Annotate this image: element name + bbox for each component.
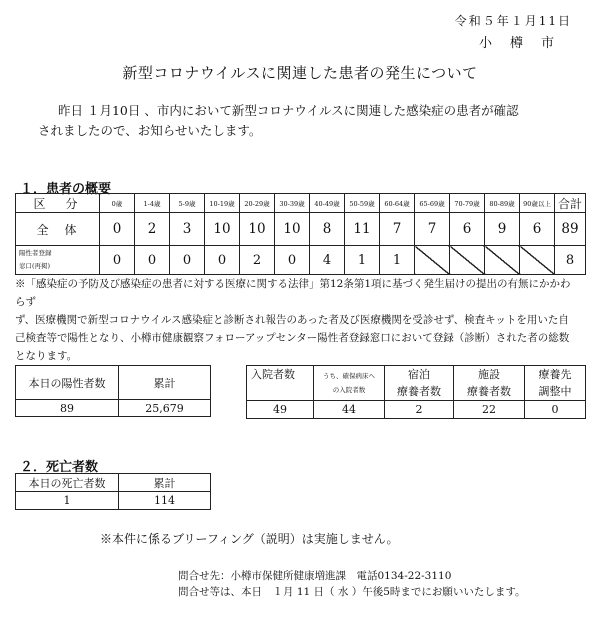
hospitalized-value: 49 <box>247 401 314 419</box>
facility-care-label-line-1: 施設 <box>478 368 500 381</box>
footnote <box>15 275 580 365</box>
table-cell: 2 <box>240 246 275 275</box>
age-80-89: 80-89歳 <box>485 194 520 213</box>
adjusting-label-line-1: 療養先 <box>538 368 572 381</box>
facility-care-value: 22 <box>454 401 525 419</box>
row-label-registration-window <box>16 246 100 275</box>
cumulative-deaths-label: 累計 <box>119 474 211 492</box>
hotel-care-label-line-2: 療養者数 <box>397 385 441 398</box>
row-label-all: 全 体 <box>16 213 100 246</box>
table-cell-total: 8 <box>555 246 586 275</box>
intro-line-1: 昨日 １月10日 、市内において新型コロナウイルスに関連した感染症の患者が確認 <box>58 103 519 118</box>
age-60-64: 60-64歳 <box>380 194 415 213</box>
secured-bed-value: 44 <box>314 401 385 419</box>
table-row <box>16 213 586 246</box>
contact-line-1: 問合せ先：小樽市保健所健康増進課 電話0134-22-3110 <box>178 570 452 582</box>
diagonal-empty-cell <box>485 246 520 275</box>
intro-line-2: されましたので、お知らせいたします。 <box>38 123 262 138</box>
document-title: 新型コロナウイルスに関連した患者の発生について <box>122 64 478 82</box>
age-20-29: 20-29歳 <box>240 194 275 213</box>
row-label-line-2: 窓口(再掲) <box>19 262 51 270</box>
contact-line-2: 問合せ等は、本日 １月 11 日（ 水 ）午後5時までにお願いいたします。 <box>178 586 526 598</box>
header-category: 区 分 <box>16 194 100 213</box>
diagonal-empty-cell <box>450 246 485 275</box>
section-heading-patients: １．患者の概要 <box>20 182 112 197</box>
today-positives-value: 89 <box>16 400 119 417</box>
briefing-note: ※本件に係るブリーフィング（説明）は実施しません。 <box>100 532 399 546</box>
table-cell: 0 <box>170 246 205 275</box>
age-10-19: 10-19歳 <box>205 194 240 213</box>
footnote-line-2: ず、医療機関で新型コロナウイルス感染症と診断され報告のあった者及び医療機関を受診せず、検査キットを用いた自 <box>15 314 569 326</box>
header-total: 合計 <box>555 194 586 213</box>
table-cell: 0 <box>100 213 135 246</box>
secured-bed-label-line-2: の入院者数 <box>332 386 366 394</box>
positives-table <box>15 365 211 417</box>
today-positives-label: 本日の陽性者数 <box>16 366 119 400</box>
table-cell: 8 <box>310 213 345 246</box>
age-30-39: 30-39歳 <box>275 194 310 213</box>
table-cell: 0 <box>205 246 240 275</box>
table-cell: 6 <box>520 213 555 246</box>
table-cell: 6 <box>450 213 485 246</box>
contact-info <box>178 568 526 600</box>
age-65-69: 65-69歳 <box>415 194 450 213</box>
table-cell: 10 <box>275 213 310 246</box>
hotel-care-label-line-1: 宿泊 <box>408 368 430 381</box>
hospitalized-label: 入院者数 <box>247 366 314 401</box>
secured-bed-label-line-1: うち、確保病床へ <box>323 372 375 380</box>
table-cell: 1 <box>345 246 380 275</box>
cumulative-deaths-value: 114 <box>119 492 211 510</box>
age-50-59: 50-59歳 <box>345 194 380 213</box>
hotel-care-label <box>385 366 454 401</box>
table-cell: 11 <box>345 213 380 246</box>
footnote-line-1: ※「感染症の予防及び感染症の患者に対する医療に関する法律」第12条第1項に基づく発生届けの提出の有無にかかわらず <box>15 278 571 308</box>
intro-paragraph <box>30 101 578 141</box>
facility-care-label-line-2: 療養者数 <box>467 385 511 398</box>
table-cell: 7 <box>380 213 415 246</box>
today-deaths-label: 本日の死亡者数 <box>16 474 119 492</box>
patient-age-table <box>15 193 586 275</box>
care-status-table <box>246 365 586 419</box>
age-0: 0歳 <box>100 194 135 213</box>
age-70-79: 70-79歳 <box>450 194 485 213</box>
today-deaths-value: 1 <box>16 492 119 510</box>
age-1-4: 1-4歳 <box>135 194 170 213</box>
table-cell: 3 <box>170 213 205 246</box>
cumulative-positives-label: 累計 <box>119 366 211 400</box>
row-label-line-1: 陽性者登録 <box>19 249 52 257</box>
document-date: 令和５年１月11日 <box>454 14 572 28</box>
age-90-plus: 90歳以上 <box>520 194 555 213</box>
diagonal-empty-cell <box>520 246 555 275</box>
table-cell-total: 89 <box>555 213 586 246</box>
issuer-city: 小樽市 <box>478 36 572 51</box>
adjusting-label <box>525 366 586 401</box>
secured-bed-label <box>314 366 385 401</box>
table-cell: 4 <box>310 246 345 275</box>
deaths-table <box>15 473 211 510</box>
table-cell: 7 <box>415 213 450 246</box>
table-cell: 10 <box>205 213 240 246</box>
facility-care-label <box>454 366 525 401</box>
cumulative-positives-value: 25,679 <box>119 400 211 417</box>
footnote-line-4: となります。 <box>15 350 78 362</box>
footnote-line-3: 己検査等で陽性となり、小樽市健康観察フォローアップセンター陽性者登録窓口において登録（診断）された者の総数 <box>15 332 570 344</box>
age-40-49: 40-49歳 <box>310 194 345 213</box>
age-5-9: 5-9歳 <box>170 194 205 213</box>
adjusting-value: 0 <box>525 401 586 419</box>
table-row <box>16 246 586 275</box>
table-cell: 0 <box>135 246 170 275</box>
adjusting-label-line-2: 調整中 <box>538 385 572 398</box>
table-cell: 0 <box>100 246 135 275</box>
section-heading-deaths: ２．死亡者数 <box>20 460 99 475</box>
table-cell: 9 <box>485 213 520 246</box>
diagonal-empty-cell <box>415 246 450 275</box>
table-cell: 0 <box>275 246 310 275</box>
table-cell: 2 <box>135 213 170 246</box>
table-cell: 1 <box>380 246 415 275</box>
hotel-care-value: 2 <box>385 401 454 419</box>
table-header-row <box>16 194 586 213</box>
table-cell: 10 <box>240 213 275 246</box>
